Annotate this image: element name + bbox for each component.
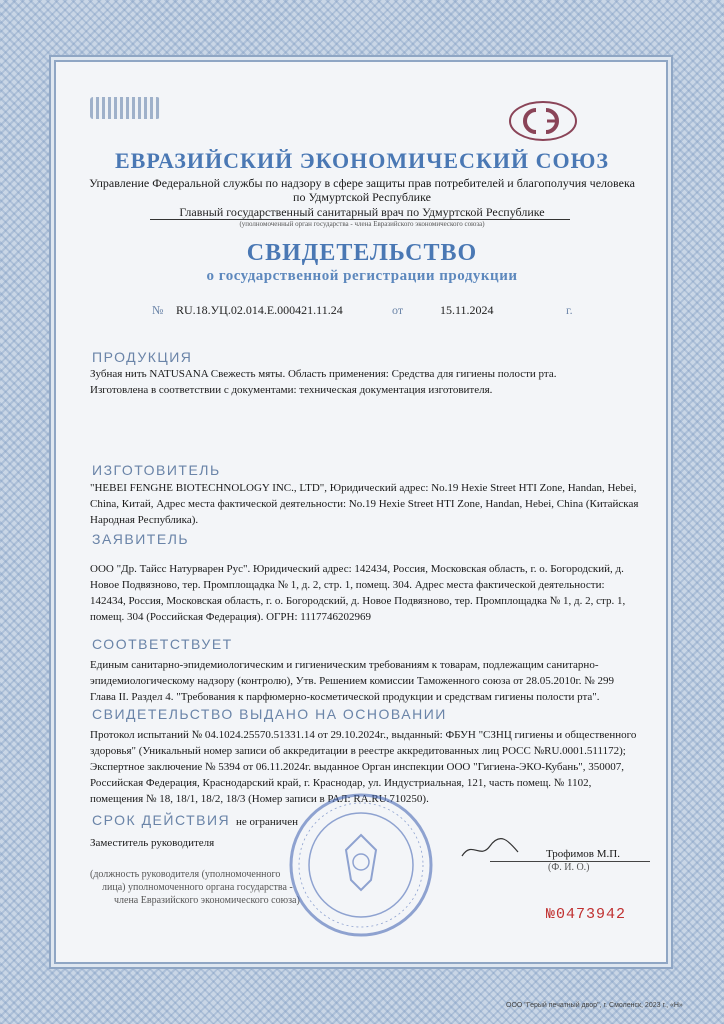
signatory-name: Трофимов М.П. [546, 848, 620, 860]
manufacturer-heading: ИЗГОТОВИТЕЛЬ [92, 462, 221, 478]
basis-text: Протокол испытаний № 04.1024.25570.51331.14 от 29.10.2024г., выданный: ФБУН "СЗНЦ гигиены и общественного здоровья" (Уникальный номер записи об аккредитации в реестре аккредитованных лиц РОСС №RU.0001.511172); Экспертное заключение № 5394 от 06.11.2024г. выданное Орган инспекции ООО "Гигиена-ЭКО-Кубань", 350007, Российская Федерация, Краснодарский край, г. Краснодар, ул. Индустриальная, 121, часть помещ. № 1102, помещения № 18, 18/1, 18/2, 18/3 (Номер записи в РАЛ: RA.RU.710250). [90, 729, 637, 805]
signatory-caption-line-3: члена Евразийского экономического союза) [114, 895, 300, 906]
signatory-caption-line-1: (должность руководителя (уполномоченного [90, 869, 281, 880]
validity-value: не ограничен [236, 816, 298, 828]
basis-heading: СВИДЕТЕЛЬСТВО ВЫДАНО НА ОСНОВАНИИ [92, 706, 447, 722]
chief-caption: (уполномоченный орган государства - члена Евразийского экономического союза) [239, 220, 485, 228]
registration-number: RU.18.УЦ.02.014.Е.000421.11.24 [176, 303, 343, 317]
union-title: ЕВРАЗИЙСКИЙ ЭКОНОМИЧЕСКИЙ СОЮЗ [114, 148, 610, 173]
year-suffix: г. [566, 303, 573, 317]
chief-officer: Главный государственный санитарный врач по Удмуртской Республике [179, 205, 545, 219]
conforms-heading: СООТВЕТСТВУЕТ [92, 636, 233, 652]
applicant-text: ООО "Др. Тайсс Натурварен Рус". Юридический адрес: 142434, Россия, Московская область, г. о. Богородский, д. Новое Подвязново, тер. Промплощадка № 1, д. 2, стр. 1, помещ. 304. Адрес места фактической деятельности: 142434, Россия, Московская область, г. о. Богородский, д. Новое Подвязново, тер. Промплощадка № 1, д. 2, стр. 1, помещ. 304 (Российская Федерация). ОГРН: 1117746202969 [90, 563, 626, 623]
registration-date: 15.11.2024 [440, 303, 494, 317]
agency-name [60, 176, 664, 204]
signatory-position: Заместитель руководителя [90, 837, 215, 849]
product-line-2: Изготовлена в соответствии с документами: техническая документация изготовителя. [90, 384, 493, 396]
product-line-1: Зубная нить NATUSANA Свежесть мяты. Область применения: Средства для гигиены полости рта. [90, 368, 557, 380]
guilloche-ornament [90, 97, 160, 119]
serial-number: №0473942 [546, 906, 627, 923]
name-caption: (Ф. И. О.) [548, 862, 590, 873]
official-stamp-icon [286, 790, 436, 940]
signature-mark-icon [460, 836, 520, 862]
eac-logo-icon [508, 100, 578, 142]
certificate-subtitle: о государственной регистрации продукции [206, 268, 518, 284]
printer-imprint: ООО "Герый печатный двор", г. Смоленск, 2023 г., «Н» [506, 1002, 683, 1009]
date-label: от [392, 303, 404, 317]
number-label: № [152, 303, 164, 317]
signatory-caption-line-2: лица) уполномоченного органа государства - [102, 882, 293, 893]
agency-line-2: по Удмуртской Республике [293, 190, 431, 204]
signatory-caption [90, 868, 300, 907]
validity-heading: СРОК ДЕЙСТВИЯ [92, 812, 231, 828]
certificate-title: СВИДЕТЕЛЬСТВО [246, 240, 478, 266]
product-heading: ПРОДУКЦИЯ [92, 349, 193, 365]
conforms-text: Единым санитарно-эпидемиологическим и гигиеническим требованиям к товарам, подлежащим санитарно-эпидемиологическому надзору (контролю), Утв. Решением комиссии Таможенного союза от 28.05.2010г. № 299 Глава II. Раздел 4. "Требования к парфюмерно-косметической продукции и средствам гигиены полости рта". [90, 659, 615, 703]
manufacturer-text: "HEBEI FENGHE BIOTECHNOLOGY INC., LTD", Юридический адрес: No.19 Hexie Street HTI Zone, Handan, Hebei, China, Китай, Адрес места фактической деятельности: No.19 Hexie Street HTI Zone, Handan, Hebei, China (Китайская Народная Республика). [90, 482, 639, 526]
applicant-heading: ЗАЯВИТЕЛЬ [92, 531, 190, 547]
product-text [90, 366, 642, 398]
agency-line-1: Управление Федеральной службы по надзору в сфере защиты прав потребителей и благополучия человека [89, 176, 635, 190]
